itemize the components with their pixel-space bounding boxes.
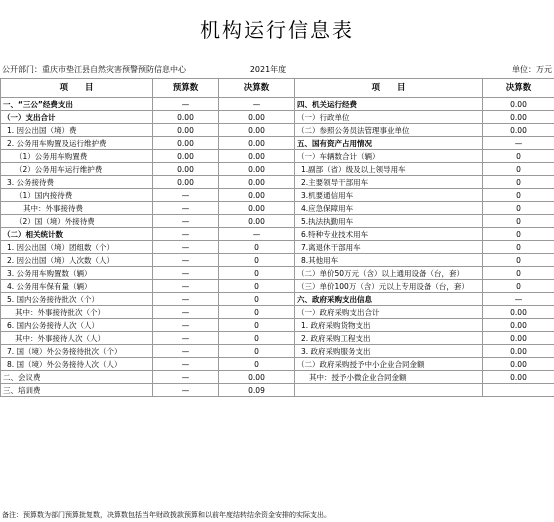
- row-item-label-right: （二）政府采购授予中小企业合同金额: [295, 358, 483, 371]
- row-final-value-right: —: [483, 137, 554, 150]
- row-final-value: —: [219, 98, 295, 111]
- report-title: 机构运行信息表: [200, 18, 354, 42]
- row-item-label: （一）支出合计: [1, 111, 153, 124]
- row-final-value-right: 0: [483, 176, 554, 189]
- row-budget-value: —: [153, 371, 219, 384]
- row-final-value-right: 0.00: [483, 345, 554, 358]
- row-item-label-right: （二）单价50万元（含）以上通用设备（台，套）: [295, 267, 483, 280]
- row-final-value-right: 0: [483, 150, 554, 163]
- row-final-value: 0: [219, 319, 295, 332]
- row-item-label: 一、“三公”经费支出: [1, 98, 153, 111]
- row-item-label: 6. 国内公务接待人次（人）: [1, 319, 153, 332]
- row-budget-value: —: [153, 98, 219, 111]
- table-row: [1, 202, 554, 215]
- row-budget-value: —: [153, 228, 219, 241]
- row-final-value: —: [219, 228, 295, 241]
- table-row: [1, 228, 554, 241]
- row-final-value-right: 0.00: [483, 111, 554, 124]
- report-meta: [0, 64, 554, 76]
- table-row: [1, 358, 554, 371]
- row-final-value: 0: [219, 293, 295, 306]
- table-row: [1, 371, 554, 384]
- row-item-label-right: 8.其他用车: [295, 254, 483, 267]
- header-final-right: 决算数: [483, 79, 554, 98]
- row-item-label-right: 六、政府采购支出信息: [295, 293, 483, 306]
- row-budget-value: 0.00: [153, 111, 219, 124]
- row-final-value-right: 0: [483, 163, 554, 176]
- row-final-value: 0.00: [219, 189, 295, 202]
- table-row: [1, 189, 554, 202]
- row-final-value: 0: [219, 241, 295, 254]
- row-item-label: 1. 因公出国（境）团组数（个）: [1, 241, 153, 254]
- table-row: [1, 176, 554, 189]
- row-final-value-right: 0: [483, 189, 554, 202]
- header-item: 项 目: [1, 79, 153, 98]
- row-item-label-right: 2. 政府采购工程支出: [295, 332, 483, 345]
- row-final-value: 0.09: [219, 384, 295, 397]
- row-item-label: 三、培训费: [1, 384, 153, 397]
- unit-label: 单位：万元: [512, 65, 552, 74]
- row-item-label-right: 7.离退休干部用车: [295, 241, 483, 254]
- row-item-label-right: 3.机要通信用车: [295, 189, 483, 202]
- table-row: [1, 267, 554, 280]
- row-final-value: 0.00: [219, 163, 295, 176]
- row-budget-value: —: [153, 202, 219, 215]
- table-row: [1, 111, 554, 124]
- table-row: [1, 150, 554, 163]
- row-final-value: 0.00: [219, 124, 295, 137]
- row-budget-value: —: [153, 306, 219, 319]
- row-budget-value: —: [153, 254, 219, 267]
- row-item-label-right: 5.执法执勤用车: [295, 215, 483, 228]
- row-final-value-right: 0.00: [483, 98, 554, 111]
- row-final-value: 0: [219, 306, 295, 319]
- row-item-label-right: 其中：授予小微企业合同金额: [295, 371, 483, 384]
- footnote: 备注：预算数为部门预算批复数，决算数包括当年财政拨款预算和以前年度结转结余资金安排的实际支出。: [2, 511, 331, 519]
- row-final-value-right: 0: [483, 202, 554, 215]
- row-final-value-right: [483, 384, 554, 397]
- row-budget-value: 0.00: [153, 176, 219, 189]
- header-item-right: 项 目: [295, 79, 483, 98]
- table-row: [1, 280, 554, 293]
- row-item-label: （2）国（境）外接待费: [1, 215, 153, 228]
- row-item-label-right: 1.副部（省）级及以上领导用车: [295, 163, 483, 176]
- row-budget-value: —: [153, 293, 219, 306]
- row-budget-value: —: [153, 241, 219, 254]
- row-budget-value: 0.00: [153, 124, 219, 137]
- info-table: [0, 78, 554, 397]
- row-budget-value: 0.00: [153, 137, 219, 150]
- row-final-value: 0.00: [219, 176, 295, 189]
- row-item-label-right: 3. 政府采购服务支出: [295, 345, 483, 358]
- table-row: [1, 215, 554, 228]
- row-item-label-right: [295, 384, 483, 397]
- table-row: [1, 306, 554, 319]
- row-final-value: 0.00: [219, 111, 295, 124]
- row-item-label: 1. 因公出国（境）费: [1, 124, 153, 137]
- table-row: [1, 319, 554, 332]
- row-item-label-right: （一）车辆数合计（辆）: [295, 150, 483, 163]
- table-row: [1, 137, 554, 150]
- row-item-label: （2）公务用车运行维护费: [1, 163, 153, 176]
- row-final-value: 0: [219, 280, 295, 293]
- table-row: [1, 98, 554, 111]
- table-row: [1, 332, 554, 345]
- row-final-value-right: —: [483, 293, 554, 306]
- row-final-value-right: 0.00: [483, 371, 554, 384]
- year-label: 2021年度: [249, 65, 287, 74]
- row-item-label: 5. 国内公务接待批次（个）: [1, 293, 153, 306]
- row-final-value-right: 0: [483, 267, 554, 280]
- row-final-value-right: 0.00: [483, 332, 554, 345]
- row-final-value: 0: [219, 345, 295, 358]
- row-final-value: 0.00: [219, 215, 295, 228]
- table-row: [1, 241, 554, 254]
- table-row: [1, 124, 554, 137]
- table-row: [1, 384, 554, 397]
- row-final-value-right: 0.00: [483, 124, 554, 137]
- row-item-label: （1）公务用车购置费: [1, 150, 153, 163]
- row-budget-value: —: [153, 189, 219, 202]
- row-item-label-right: （二）参照公务员法管理事业单位: [295, 124, 483, 137]
- row-budget-value: —: [153, 332, 219, 345]
- table-row: [1, 254, 554, 267]
- row-final-value-right: 0: [483, 280, 554, 293]
- row-item-label: 4. 公务用车保有量（辆）: [1, 280, 153, 293]
- row-item-label: 3. 公务用车购置数（辆）: [1, 267, 153, 280]
- row-item-label-right: 4.应急保障用车: [295, 202, 483, 215]
- department-label: 公开部门：重庆市垫江县自然灾害预警预防信息中心: [2, 65, 186, 74]
- row-item-label: 其中：外事接待费: [1, 202, 153, 215]
- row-item-label: 二、会议费: [1, 371, 153, 384]
- row-budget-value: —: [153, 215, 219, 228]
- row-item-label: （二）相关统计数: [1, 228, 153, 241]
- table-header-row: [1, 79, 554, 98]
- row-budget-value: —: [153, 345, 219, 358]
- row-item-label-right: （三）单价100万（含）元以上专用设备（台，套）: [295, 280, 483, 293]
- row-final-value: 0.00: [219, 137, 295, 150]
- row-final-value-right: 0.00: [483, 319, 554, 332]
- row-item-label: 8. 国（境）外公务接待人次（人）: [1, 358, 153, 371]
- row-item-label-right: 2.主要领导干部用车: [295, 176, 483, 189]
- table-body: [1, 98, 554, 397]
- row-item-label: 其中：外事接待人次（人）: [1, 332, 153, 345]
- row-final-value-right: 0: [483, 241, 554, 254]
- row-final-value: 0: [219, 267, 295, 280]
- row-item-label-right: 1. 政府采购货物支出: [295, 319, 483, 332]
- row-final-value: 0.00: [219, 371, 295, 384]
- row-final-value-right: 0.00: [483, 306, 554, 319]
- header-final: 决算数: [219, 79, 295, 98]
- row-item-label: 7. 国（境）外公务接待批次（个）: [1, 345, 153, 358]
- row-budget-value: 0.00: [153, 150, 219, 163]
- row-item-label-right: （一）政府采购支出合计: [295, 306, 483, 319]
- row-budget-value: —: [153, 319, 219, 332]
- header-budget: 预算数: [153, 79, 219, 98]
- row-item-label-right: 6.特种专业技术用车: [295, 228, 483, 241]
- table-row: [1, 293, 554, 306]
- row-item-label: 其中：外事接待批次（个）: [1, 306, 153, 319]
- row-budget-value: —: [153, 358, 219, 371]
- row-final-value: 0: [219, 254, 295, 267]
- row-item-label: 2. 因公出国（境）人次数（人）: [1, 254, 153, 267]
- row-budget-value: —: [153, 280, 219, 293]
- row-budget-value: 0.00: [153, 163, 219, 176]
- row-item-label: （1）国内接待费: [1, 189, 153, 202]
- row-final-value-right: 0.00: [483, 358, 554, 371]
- row-final-value: 0: [219, 358, 295, 371]
- table-row: [1, 345, 554, 358]
- row-final-value-right: 0: [483, 254, 554, 267]
- row-item-label: 2. 公务用车购置及运行维护费: [1, 137, 153, 150]
- row-final-value: 0.00: [219, 150, 295, 163]
- row-budget-value: —: [153, 384, 219, 397]
- row-budget-value: —: [153, 267, 219, 280]
- row-item-label-right: 四、机关运行经费: [295, 98, 483, 111]
- row-final-value-right: 0: [483, 215, 554, 228]
- row-item-label: 3. 公务接待费: [1, 176, 153, 189]
- row-final-value: 0.00: [219, 202, 295, 215]
- row-item-label-right: （一）行政单位: [295, 111, 483, 124]
- row-final-value: 0: [219, 332, 295, 345]
- row-item-label-right: 五、国有资产占用情况: [295, 137, 483, 150]
- row-final-value-right: 0: [483, 228, 554, 241]
- table-row: [1, 163, 554, 176]
